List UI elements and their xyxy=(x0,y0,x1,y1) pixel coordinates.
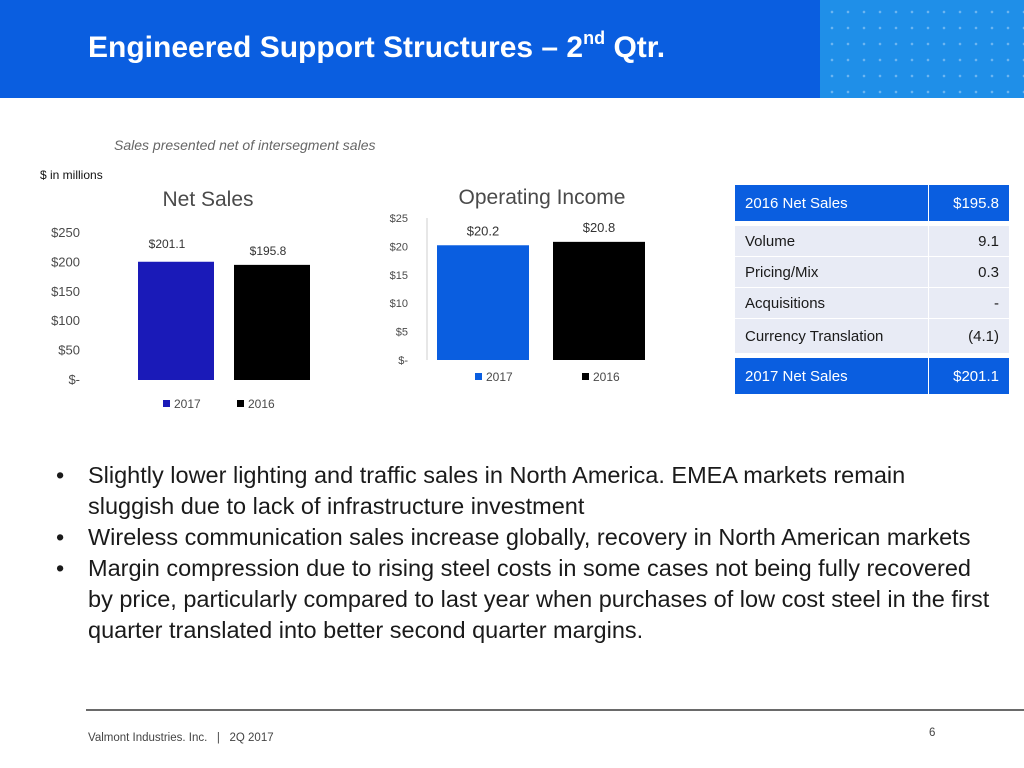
footer-separator: | xyxy=(216,732,220,744)
bullet-item: • Margin compression due to rising steel costs in some cases not being fully recovered by price, particularly compared to last year when purchases of low cost steel in the first quarter translated into better second quarter margins. xyxy=(54,553,994,646)
bridge-label: Acquisitions xyxy=(735,288,929,319)
bar-2017 xyxy=(138,262,214,380)
y-tick-label: $50 xyxy=(58,342,80,358)
y-tick-label: $5 xyxy=(395,326,408,339)
legend xyxy=(475,370,620,384)
slide-title: Engineered Support Structures – 2nd Qtr. xyxy=(88,28,666,64)
legend xyxy=(163,397,275,411)
bridge-label: 2017 Net Sales xyxy=(735,358,929,395)
bridge-driver-row xyxy=(735,288,1010,319)
bars xyxy=(437,242,645,360)
y-axis xyxy=(51,225,80,387)
operating-income-chart xyxy=(370,180,670,400)
y-tick-label: $250 xyxy=(51,225,80,240)
data-label: $20.2 xyxy=(466,223,500,239)
chart-title: Net Sales xyxy=(162,188,254,211)
bridge-driver-row xyxy=(735,319,1010,354)
legend-label: 2016 xyxy=(593,370,620,384)
y-tick-label: $20 xyxy=(389,241,408,254)
legend-swatch xyxy=(582,373,589,380)
bridge-value: 0.3 xyxy=(928,257,1009,288)
bullet-item: • Slightly lower lighting and traffic sales in North America. EMEA markets remain sluggish due to lack of infrastructure investment xyxy=(54,460,994,522)
data-label: $195.8 xyxy=(249,243,287,258)
bar-2016 xyxy=(234,265,310,380)
bridge-value: 9.1 xyxy=(928,226,1009,257)
bar-2017 xyxy=(437,245,529,360)
legend-swatch xyxy=(237,400,244,407)
bar-2016 xyxy=(553,242,645,360)
commentary-bullets xyxy=(54,460,994,646)
y-tick-label: $150 xyxy=(51,283,80,299)
chart-title: Operating Income xyxy=(458,186,626,209)
y-tick-label: $15 xyxy=(389,269,408,282)
net-sales-bridge-table xyxy=(734,184,1010,395)
legend-label: 2017 xyxy=(174,397,201,411)
footer-label xyxy=(88,732,274,744)
data-labels xyxy=(149,237,287,258)
legend-swatch xyxy=(475,373,482,380)
legend-label: 2017 xyxy=(486,370,513,384)
data-label: $201.1 xyxy=(148,236,186,251)
bridge-end-row xyxy=(735,358,1010,395)
bridge-driver-row xyxy=(735,257,1010,288)
net-sales-chart xyxy=(30,180,330,420)
bridge-start-row xyxy=(735,185,1010,222)
bridge-value: - xyxy=(928,288,1009,319)
bridge-value: $195.8 xyxy=(928,185,1009,222)
legend-swatch xyxy=(163,400,170,407)
y-tick-label: $200 xyxy=(51,254,80,270)
footer-company: Valmont Industries. Inc. xyxy=(88,732,208,744)
y-tick-label: $10 xyxy=(389,298,408,311)
legend-label: 2016 xyxy=(248,397,275,411)
bridge-label: Currency Translation xyxy=(735,319,929,354)
bridge-value: (4.1) xyxy=(928,319,1009,354)
bridge-label: Pricing/Mix xyxy=(735,257,929,288)
units-label: $ in millions xyxy=(40,168,103,182)
bridge-driver-row xyxy=(735,226,1010,257)
bullet-item: • Wireless communication sales increase globally, recovery in North American markets xyxy=(54,522,994,553)
page-number: 6 xyxy=(929,727,936,739)
footer-divider xyxy=(86,709,1024,711)
data-labels xyxy=(467,220,616,238)
footer-period: 2Q 2017 xyxy=(229,732,274,744)
bridge-value: $201.1 xyxy=(928,358,1009,395)
bridge-label: 2016 Net Sales xyxy=(735,185,929,222)
data-label: $20.8 xyxy=(582,219,616,235)
y-tick-label: $25 xyxy=(389,213,408,225)
bridge-label: Volume xyxy=(735,226,929,257)
intersegment-note: Sales presented net of intersegment sales xyxy=(114,137,376,153)
y-axis xyxy=(390,213,427,367)
y-tick-label: $- xyxy=(398,355,408,367)
header-dot-pattern xyxy=(820,0,1024,98)
y-tick-label: $100 xyxy=(51,313,80,329)
bars xyxy=(138,262,310,380)
y-tick-label: $- xyxy=(68,372,80,387)
